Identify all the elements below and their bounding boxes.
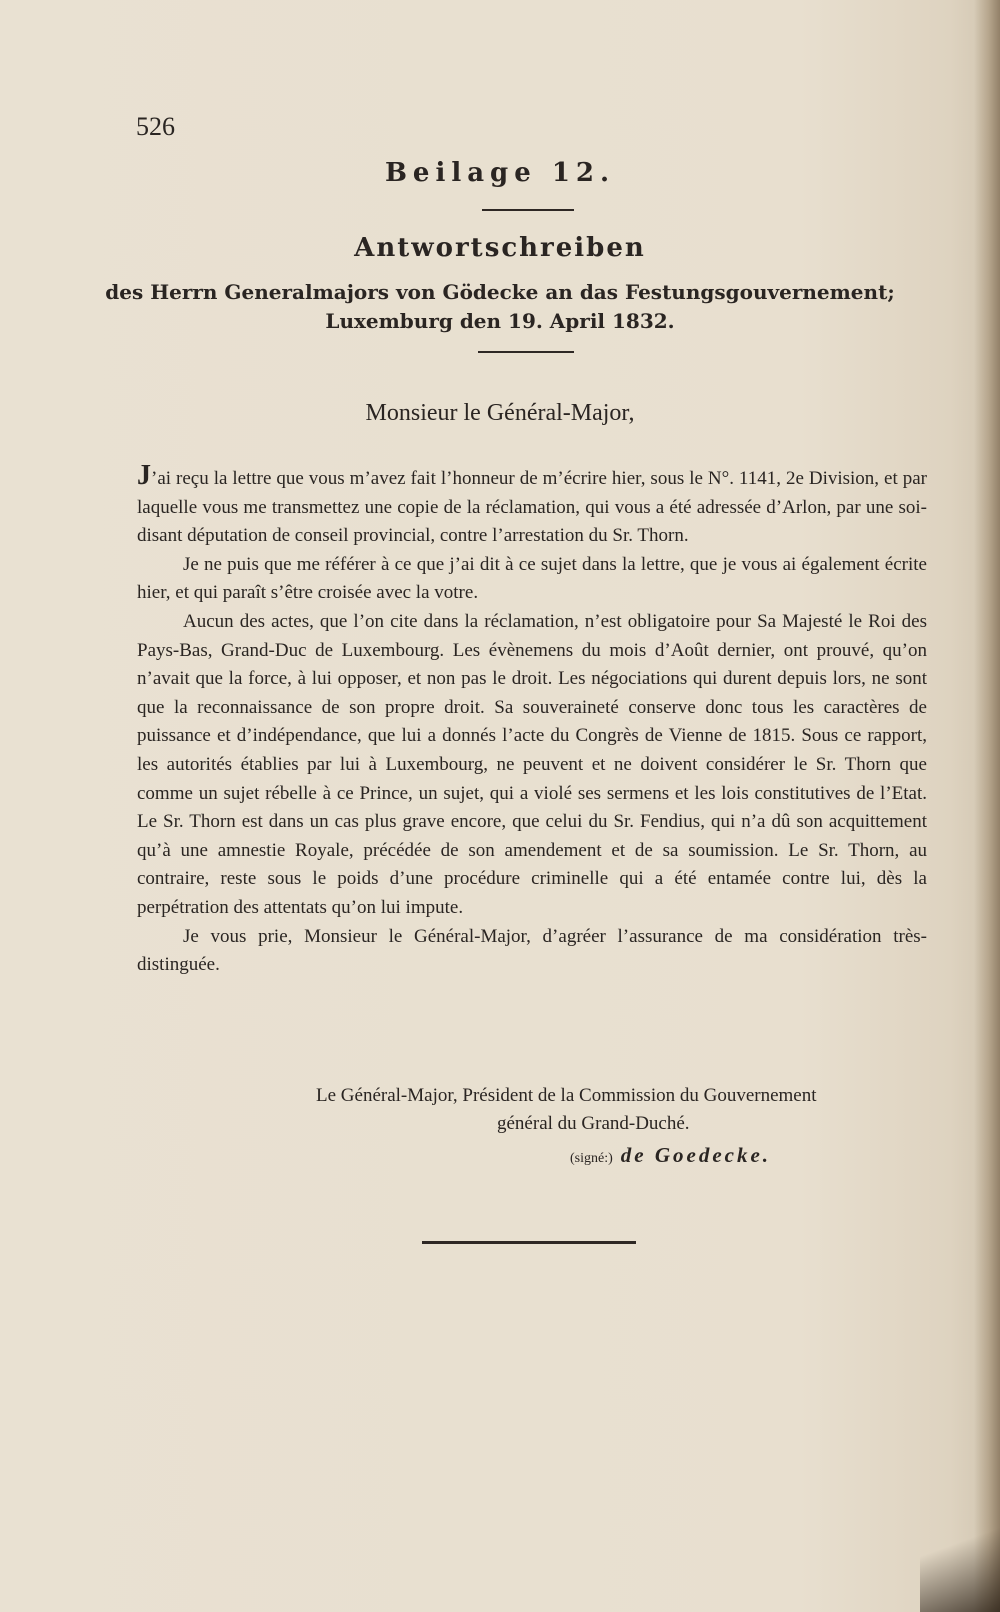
signature bbox=[570, 1143, 771, 1168]
appendix-title: Beilage 12. bbox=[384, 158, 616, 188]
paragraph: Aucun des actes, que l’on cite dans la réclamation, n’est obligatoire pour Sa Majesté le Roi des Pays-Bas, Grand-Duc de Luxembourg. Les évènemens du mois d’Août dernier, ont prouvé, qu’on n’avait que la force, à lui opposer, et non pas le droit. Les négociations qui durent depuis lors, ne sont que la reconnaissance de son propre droit. Sa souveraineté conserve donc tous les caractères de puissance et d’indépendance, que lui a donnés l’acte du Congrès de Vienne de 1815. Sous ce rapport, les autorités établies par lui à Luxembourg, ne peuvent et ne doivent considérer le Sr. Thorn que comme un sujet rébelle à ce Prince, un sujet, qui a violé ses sermens et les lois constitutives de l’Etat. Le Sr. Thorn est dans un cas plus grave encore, que celui du Sr. Fendius, qui n’a dû son acquittement qu’à une amnestie Royale, précédée de son amendement et de sa soumission. Le Sr. Thorn, au contraire, reste sous le poids d’une procédure criminelle qui a été entamée contre lui, dès la perpétration des attentats qu’on lui impute. bbox=[137, 610, 927, 918]
paragraph-text: ’ai reçu la lettre que vous m’avez fait l’honneur de m’écrire hier, sous le N°. 1141, 2e Division, et par laquelle vous me transmettez une copie de la réclamation, qui vous a été adressée d’Arlon, par une soi-disant députation de conseil provincial, contre l’arrestation du Sr. Thorn. bbox=[137, 468, 927, 547]
signature-title-line-2: général du Grand-Duché. bbox=[497, 1113, 690, 1134]
divider-rule bbox=[482, 209, 574, 211]
page-corner-shadow bbox=[920, 1500, 1000, 1612]
signed-note: (signé:) bbox=[570, 1151, 613, 1166]
document-title: Antwortschreiben bbox=[354, 233, 646, 263]
end-rule bbox=[422, 1241, 636, 1244]
page-number: 526 bbox=[136, 112, 175, 141]
paragraph: Je ne puis que me référer à ce que j’ai dit à ce sujet dans la lettre, que je vous ai également écrite hier, et qui paraît s’être croisée avec la votre. bbox=[137, 553, 927, 604]
subtitle-line-2: Luxemburg den 19. April 1832. bbox=[325, 309, 675, 333]
signature-title-line-1: Le Général-Major, Président de la Commission du Gouvernement bbox=[316, 1085, 817, 1106]
paragraph bbox=[137, 462, 927, 551]
divider-rule bbox=[478, 351, 574, 353]
letter-body bbox=[137, 462, 927, 980]
drop-cap: J bbox=[137, 460, 151, 491]
letter-salutation: Monsieur le Général-Major, bbox=[365, 400, 635, 426]
subtitle-line-1: des Herrn Generalmajors von Gödecke an das Festungsgouvernement; bbox=[105, 280, 895, 304]
paragraph: Je vous prie, Monsieur le Général-Major, d’agréer l’assurance de ma considération très-distinguée. bbox=[137, 925, 927, 976]
signatory-name: de Goedecke. bbox=[620, 1143, 772, 1167]
